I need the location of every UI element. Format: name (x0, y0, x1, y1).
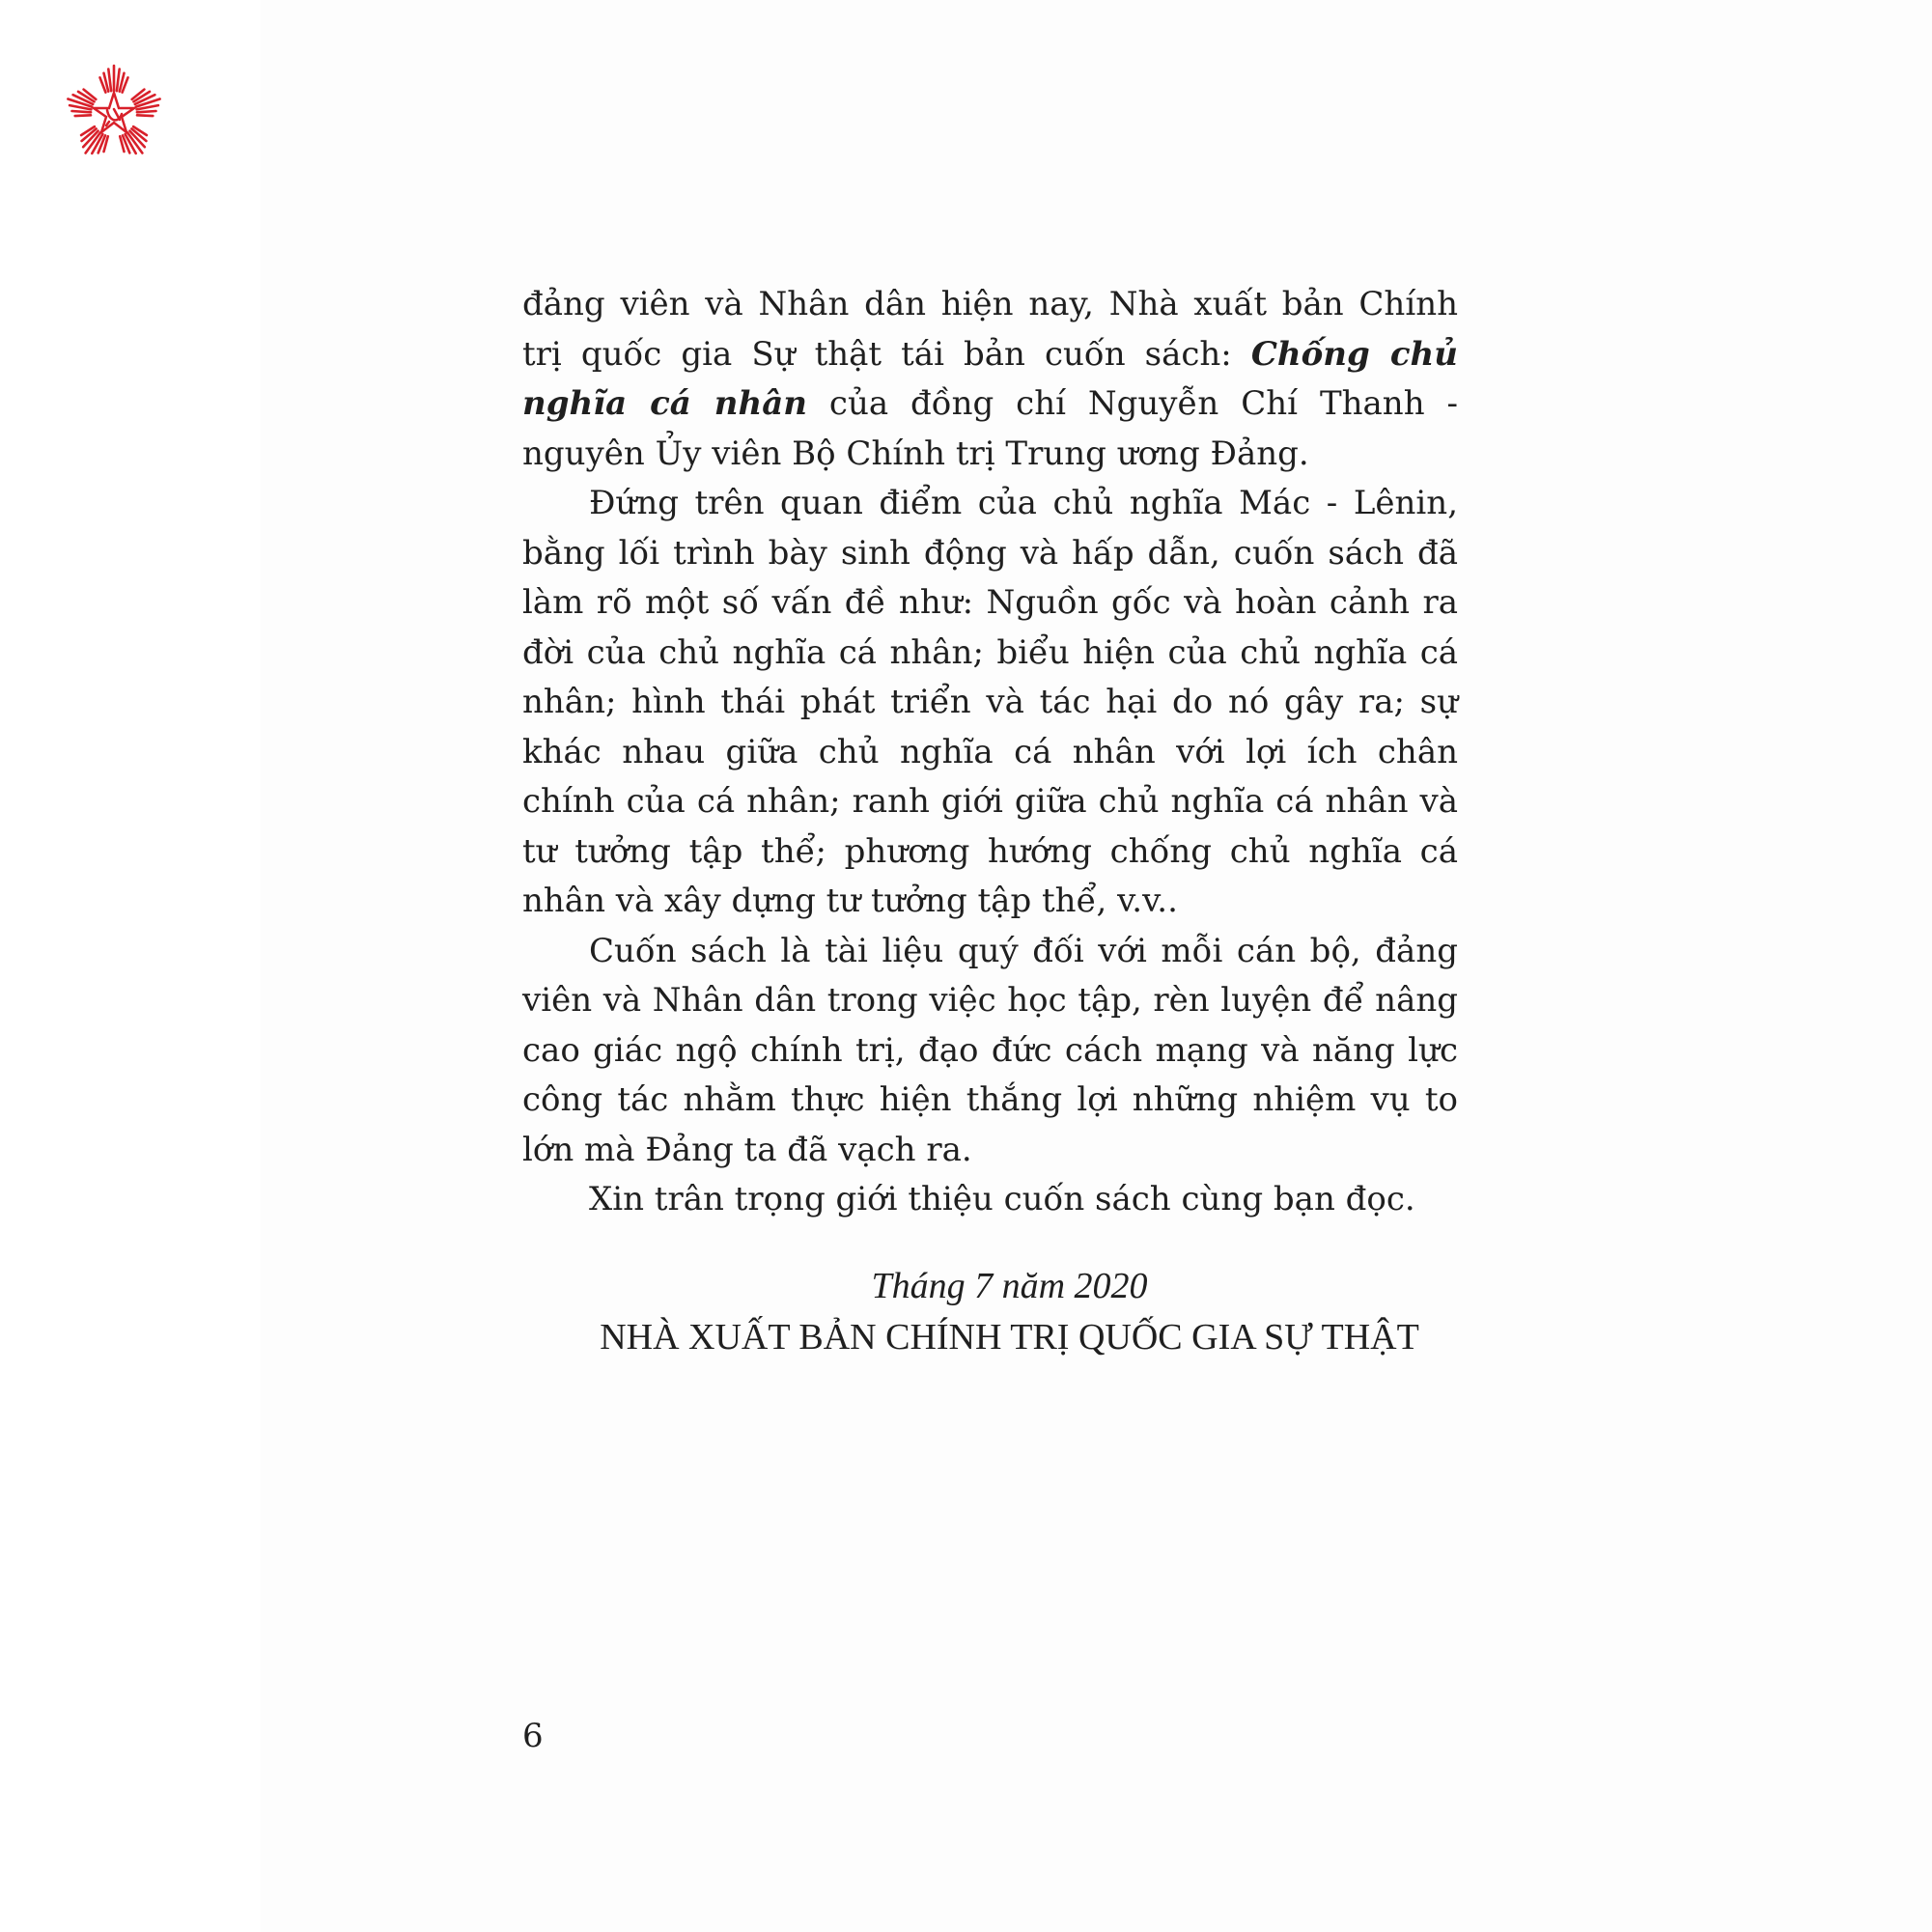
paragraph-3: Cuốn sách là tài liệu quý đối với mỗi cán bộ, đảng viên và Nhân dân trong việc học tập, rèn luyện để nâng cao giác ngộ chính trị, đạo đức cách mạng và năng lực công tác nhằm thực hiện thắng lợi những nhiệm vụ to lớn mà Đảng ta đã vạch ra. (522, 931, 1458, 1169)
paragraph-4: Xin trân trọng giới thiệu cuốn sách cùng bạn đọc. (589, 1180, 1415, 1218)
preface-body (522, 280, 1458, 1225)
paragraph-1-tail: của đồng chí Nguyễn Chí Thanh - nguyên Ủy viên Bộ Chính trị Trung ương Đảng. (522, 384, 1458, 473)
book-title-emphasis: Chống chủ nghĩa cá nhân (522, 334, 1458, 423)
red-star-emblem-icon (64, 64, 164, 164)
paragraph-1 (522, 280, 1458, 479)
paragraph-2: Đứng trên quan điểm của chủ nghĩa Mác - Lênin, bằng lối trình bày sinh động và hấp dẫn, cuốn sách đã làm rõ một số vấn đề như: Nguồn gốc và hoàn cảnh ra đời của chủ nghĩa cá nhân; biểu hiện của chủ nghĩa cá nhân; hình thái phát triển và tác hại do nó gây ra; sự khác nhau giữa chủ nghĩa cá nhân với lợi ích chân chính của cá nhân; ranh giới giữa chủ nghĩa cá nhân và tư tưởng tập thể; phương hướng chống chủ nghĩa cá nhân và xây dựng tư tưởng tập thể, v.v.. (522, 484, 1458, 920)
page-number: 6 (522, 1717, 544, 1755)
publisher-signature: NHÀ XUẤT BẢN CHÍNH TRỊ QUỐC GIA SỰ THẬT (600, 1317, 1419, 1358)
paragraph-1-lead: đảng viên và Nhân dân hiện nay, Nhà xuất bản Chính trị quốc gia Sự thật tái bản cuốn sách: (522, 285, 1458, 374)
closing-date: Tháng 7 năm 2020 (871, 1266, 1148, 1306)
